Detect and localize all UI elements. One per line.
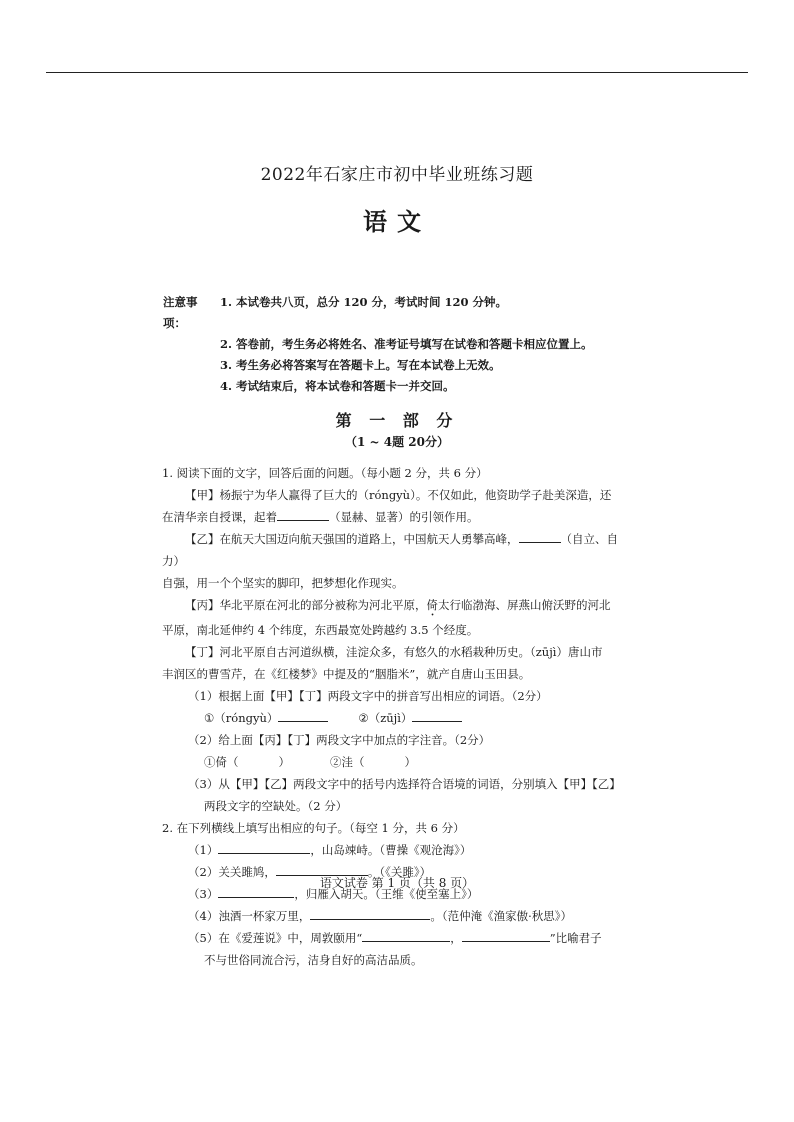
q1-para-yi-line1: 【乙】在航天大国迈向航天强国的道路上，中国航天人勇攀高峰， （自立、自力） bbox=[162, 528, 632, 572]
part-subtitle: （1 ~ 4题 20分） bbox=[345, 435, 449, 449]
q1-para-ding-line1: 【丁】河北平原自古河道纵横，洼淀众多，有悠久的水稻栽种历史。（zūjì）唐山市 bbox=[185, 645, 603, 659]
q1-sub1: （1）根据上面【甲】【丁】两段文字中的拼音写出相应的词语。（2分） bbox=[188, 689, 548, 703]
q1-sub3-line2: 两段文字的空缺处。（2 分） bbox=[204, 799, 348, 813]
dotted-char-yi: 倚 bbox=[426, 598, 438, 612]
q1-para-ding-line2: 丰润区的曹雪芹，在《红楼梦》中提及的“胭脂米”，就产自唐山玉田县。 bbox=[162, 667, 531, 681]
notes-row-4 bbox=[163, 376, 593, 397]
q1-para-yi-line2: 自强，用一个个坚实的脚印，把梦想化作现实。 bbox=[162, 576, 404, 590]
notes-row-3 bbox=[163, 355, 593, 376]
q1-sub2-blanks: ①倚（ ） ②洼（ ） bbox=[204, 755, 416, 769]
exam-title: 2022年石家庄市初中毕业班练习题 bbox=[260, 165, 534, 185]
notes-row-1 bbox=[163, 292, 593, 334]
page-footer: 语文试卷 第 1 页（共 8 页） bbox=[319, 876, 475, 890]
q2-line1: （1） ，山岛竦峙。（曹操《观沧海》） bbox=[162, 839, 632, 861]
notes-item-2: 2. 答卷前，考生务必将姓名、准考证号填写在试卷和答题卡相应位置上。 bbox=[220, 337, 593, 351]
q1-sub3-line1: （3）从【甲】【乙】两段文字中的括号内选择符合语境的词语，分别填入【甲】【乙】 bbox=[188, 777, 621, 791]
q1-sub2: （2）给上面【丙】【丁】两段文字中加点的字注音。（2分） bbox=[188, 733, 491, 747]
notes-section bbox=[163, 292, 593, 397]
q1-jia-blank bbox=[277, 506, 329, 521]
notes-item-3: 3. 考生务必将答案写在答题卡上。写在本试卷上无效。 bbox=[220, 358, 501, 372]
q1-yi-blank bbox=[519, 528, 561, 543]
subject-title: 语文 bbox=[363, 207, 431, 236]
notes-row-2 bbox=[163, 334, 593, 355]
q2-line5-cont: 不与世俗同流合污，洁身自好的高洁品质。 bbox=[204, 953, 423, 967]
notes-label: 注意事项： bbox=[163, 295, 198, 330]
q2-line4: （4）浊酒一杯家万里， 。（范仲淹《渔家傲·秋思》） bbox=[162, 905, 632, 927]
notes-item-1: 1. 本试卷共八页，总分 120 分，考试时间 120 分钟。 bbox=[220, 295, 508, 309]
notes-item-4: 4. 考试结束后，将本试卷和答题卡一并交回。 bbox=[220, 379, 455, 393]
q2-line2: （2）关关雎鸠， 。（《关雎》） bbox=[162, 861, 632, 883]
part-title: 第 一 部 分 bbox=[335, 411, 459, 430]
q1-stem: 1. 阅读下面的文字，回答后面的问题。（每小题 2 分，共 6 分） bbox=[162, 466, 488, 480]
q1-para-jia-line1: 【甲】杨振宁为华人赢得了巨大的（róngyù）。不仅如此，他资助学子赴美深造，还 bbox=[185, 488, 612, 502]
q1-sub1-blanks: ①（róngyù） ②（zūjì） bbox=[162, 707, 632, 729]
q1-para-bing-line1: 【丙】华北平原在河北的部分被称为河北平原，倚太行临渤海、屏燕山俯沃野的河北 bbox=[185, 598, 611, 612]
q2-line5: （5）在《爱莲说》中，周敦颐用“ ， ”比喻君子 bbox=[162, 927, 632, 949]
q2-stem: 2. 在下列横线上填写出相应的句子。（每空 1 分，共 6 分） bbox=[162, 821, 465, 835]
q2-line3: （3） ，归雁入胡天。（王维《使至塞上》） bbox=[162, 883, 632, 905]
q1-para-jia-line2: 在清华亲自授课，起着 （显赫、显著）的引领作用。 bbox=[162, 506, 632, 528]
questions bbox=[162, 462, 632, 971]
top-rule bbox=[46, 72, 748, 73]
q1-para-bing-line2: 平原，南北延伸约 4 个纬度，东西最宽处跨越约 3.5 个经度。 bbox=[162, 623, 479, 637]
